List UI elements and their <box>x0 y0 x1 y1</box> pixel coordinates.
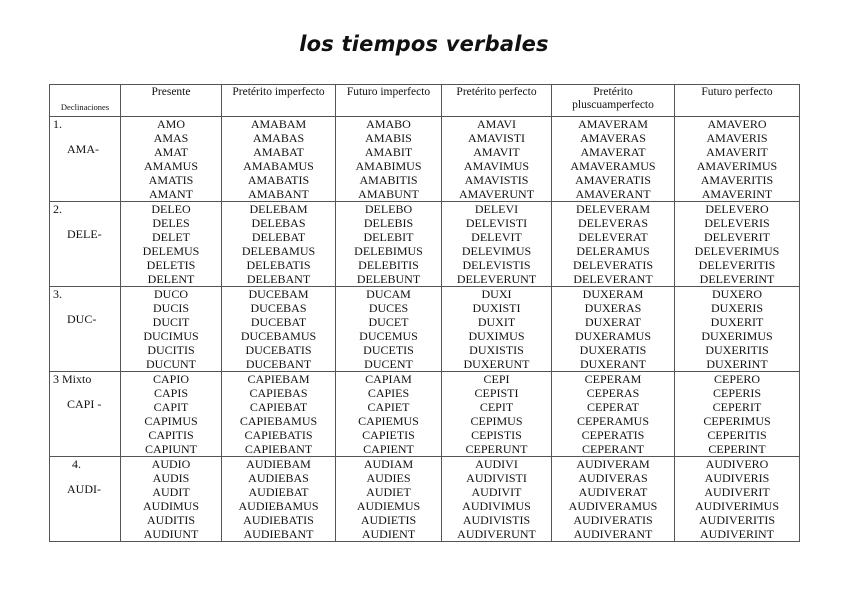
tense-cell <box>675 287 800 372</box>
verb-form: CEPIT <box>479 400 514 414</box>
verb-form: CEPERINT <box>708 442 766 456</box>
verb-form: AMAS <box>153 131 189 145</box>
verb-form: CAPIAM <box>365 372 412 386</box>
verb-form: AUDIEBAMUS <box>238 499 319 513</box>
verb-form: DELEVERIMUS <box>694 244 780 258</box>
tense-cell <box>121 202 222 287</box>
verb-form: AUDIVERINT <box>700 527 774 541</box>
verb-form: AMAVERIS <box>706 131 768 145</box>
conjugation-stem: DELE- <box>67 227 102 241</box>
conjugation-number: 2. <box>53 202 62 216</box>
conjugation-group-row <box>50 372 800 457</box>
conjugation-label <box>50 372 121 457</box>
verb-form: AUDIVERUNT <box>457 527 536 541</box>
verb-form: DUCEBAT <box>250 315 307 329</box>
verb-form: DUXERIS <box>710 301 763 315</box>
header-declinaciones: Declinaciones <box>50 85 121 117</box>
verb-form: CAPIMUS <box>144 414 198 428</box>
verb-form: AUDIVERAM <box>576 457 650 471</box>
verb-form: AUDIVISTI <box>466 471 527 485</box>
verb-form: AMABIS <box>365 131 412 145</box>
verb-form: AUDIS <box>152 471 190 485</box>
conjugation-number: 1. <box>53 117 62 131</box>
verb-form: DUCEBANT <box>245 357 312 371</box>
conjugation-number: 3 Mixto <box>53 372 92 386</box>
verb-form: AUDIVERIMUS <box>695 499 779 513</box>
verb-form: CEPI <box>483 372 510 386</box>
verb-form: DELEMUS <box>142 244 200 258</box>
verb-form: AUDIAM <box>363 457 414 471</box>
verb-form: CEPERAMUS <box>576 414 650 428</box>
verb-form: DUCET <box>368 315 409 329</box>
verb-form: AMAVISTIS <box>464 173 529 187</box>
verb-form: AMANT <box>149 187 193 201</box>
tense-cell <box>442 287 552 372</box>
verb-form: AUDIES <box>366 471 411 485</box>
conjugation-label <box>50 287 121 372</box>
verb-form: AUDIVIMUS <box>462 499 531 513</box>
verb-form: DELEVERAT <box>578 230 648 244</box>
verb-form: AUDIO <box>151 457 191 471</box>
conjugation-number: 4. <box>72 457 81 471</box>
verb-form: DUXISTIS <box>469 343 524 357</box>
verb-form: DELEVERO <box>705 202 769 216</box>
verb-form: DELEBITIS <box>358 258 419 272</box>
verb-form: DUXERATIS <box>579 343 647 357</box>
verb-form: DELEVERUNT <box>456 272 537 286</box>
verb-form: AMABITIS <box>359 173 418 187</box>
tense-cell <box>675 117 800 202</box>
verb-form: DELEBANT <box>246 272 311 286</box>
verb-form: AMABO <box>366 117 411 131</box>
verb-form: AMABIMUS <box>355 159 422 173</box>
verb-form: DELEVERAM <box>576 202 650 216</box>
tense-cell <box>336 457 442 542</box>
verb-form: AMABUNT <box>358 187 419 201</box>
verb-form: AMABAMUS <box>243 159 314 173</box>
verb-form: AUDIVERATIS <box>573 513 653 527</box>
verb-form: DUCES <box>368 301 409 315</box>
verb-form: DUXERANT <box>580 357 646 371</box>
verb-form: AUDIVERAT <box>578 485 648 499</box>
tense-cell <box>552 372 675 457</box>
verb-form: AUDITIS <box>147 513 195 527</box>
verb-form: DUCEBAMUS <box>240 329 317 343</box>
verb-form: DELET <box>152 230 190 244</box>
verb-form: CEPISTIS <box>471 428 522 442</box>
verb-form: CAPIEBAS <box>249 386 308 400</box>
verb-form: AMABANT <box>248 187 309 201</box>
verb-form: AMAVERIT <box>706 145 768 159</box>
verb-form: DUXERIT <box>710 315 764 329</box>
verb-form: AUDIVISTIS <box>462 513 531 527</box>
tense-cell <box>675 202 800 287</box>
verb-form: AMABATIS <box>247 173 310 187</box>
verb-form: DELEBAMUS <box>241 244 316 258</box>
verb-form: CEPERUNT <box>465 442 528 456</box>
table-body <box>50 117 800 542</box>
tense-cell <box>222 287 336 372</box>
verb-form: AMAVERINT <box>701 187 773 201</box>
tense-cell <box>675 457 800 542</box>
verb-form: DELETIS <box>146 258 196 272</box>
verb-form: CAPIETIS <box>362 428 415 442</box>
verb-form: CAPITIS <box>148 428 194 442</box>
tense-cell <box>552 457 675 542</box>
verb-form: DUXERO <box>712 287 762 301</box>
verb-form: CAPIS <box>153 386 188 400</box>
verb-form: AUDIEBATIS <box>243 513 314 527</box>
verb-form: DUCEBAS <box>250 301 307 315</box>
conjugation-label <box>50 457 121 542</box>
verb-form: DUXERAS <box>584 301 642 315</box>
verb-form: AUDIT <box>152 485 190 499</box>
verb-form: AMABAT <box>253 145 304 159</box>
verb-form: AUDIEBAT <box>248 485 309 499</box>
verb-form: AUDIUNT <box>143 527 199 541</box>
verb-form: CEPERANT <box>581 442 644 456</box>
verb-form: CAPIEMUS <box>358 414 419 428</box>
verb-form: DUCEMUS <box>359 329 418 343</box>
verb-form: DELEVERITIS <box>698 258 776 272</box>
conjugation-stem: AMA- <box>67 142 99 156</box>
verb-form: AUDIVERIT <box>704 485 770 499</box>
verb-form: CAPIO <box>152 372 189 386</box>
verb-form: CAPIEBAM <box>247 372 310 386</box>
tense-cell <box>442 457 552 542</box>
tense-cell <box>442 117 552 202</box>
verb-form: DELEVI <box>474 202 519 216</box>
verb-form: AMAVERITIS <box>700 173 774 187</box>
header-presente: Presente <box>121 85 222 117</box>
verb-form: CAPIEBAT <box>249 400 308 414</box>
verb-form: DELEVERINT <box>699 272 775 286</box>
tense-cell <box>222 117 336 202</box>
verb-form: DUXERAM <box>582 287 644 301</box>
verb-form: DELEBAM <box>249 202 308 216</box>
verb-form: CAPIUNT <box>144 442 197 456</box>
verb-form: AUDIMUS <box>142 499 199 513</box>
header-preterito-imperfecto: Pretérito imperfecto <box>222 85 336 117</box>
verb-form: DUXIT <box>477 315 516 329</box>
verb-form: DELEVISTI <box>465 216 528 230</box>
tense-cell <box>552 117 675 202</box>
verb-form: DELEBO <box>364 202 413 216</box>
verb-form: DUCENT <box>364 357 413 371</box>
verb-form: AMAVERO <box>707 117 767 131</box>
verb-form: CEPERIS <box>712 386 761 400</box>
verb-form: CEPERIMUS <box>703 414 771 428</box>
verb-form: AMABAM <box>250 117 307 131</box>
verb-form: AMO <box>156 117 185 131</box>
verb-form: CEPIMUS <box>470 414 523 428</box>
verb-form: DELEBIMUS <box>354 244 423 258</box>
verb-form: CEPERAM <box>584 372 642 386</box>
verb-form: AMAVERAS <box>580 131 646 145</box>
verb-form: CEPERIT <box>712 400 762 414</box>
verb-form: DUCEBAM <box>248 287 309 301</box>
tense-cell <box>121 117 222 202</box>
verb-tenses-table <box>49 84 800 542</box>
verb-form: AMAMUS <box>143 159 198 173</box>
verb-form: DUXERITIS <box>705 343 769 357</box>
verb-form: DELEBATIS <box>246 258 311 272</box>
verb-form: AUDIVIT <box>471 485 522 499</box>
verb-form: AMABIT <box>364 145 413 159</box>
conjugation-label <box>50 202 121 287</box>
conjugation-group-row <box>50 287 800 372</box>
verb-form: DELEVERIS <box>704 216 770 230</box>
tense-cell <box>336 202 442 287</box>
verb-form: AMAVERAM <box>578 117 648 131</box>
verb-form: AUDIETIS <box>360 513 417 527</box>
verb-form: AUDIEBAM <box>246 457 311 471</box>
verb-form: CEPERO <box>713 372 760 386</box>
verb-form: DELEBIS <box>363 216 414 230</box>
verb-form: DUXERAMUS <box>574 329 651 343</box>
verb-form: AMAVERATIS <box>575 173 651 187</box>
verb-form: AUDIVERAS <box>578 471 648 485</box>
conjugation-stem: DUC- <box>67 312 97 326</box>
verb-form: DUXI <box>481 287 512 301</box>
header-preterito-pluscuamperfecto: Pretérito pluscuamperfecto <box>552 85 675 117</box>
verb-form: CEPERATIS <box>581 428 645 442</box>
verb-form: DELEVIMUS <box>461 244 532 258</box>
tense-cell <box>442 372 552 457</box>
verb-form: AUDIVERO <box>705 457 769 471</box>
verb-form: DUCIS <box>152 301 189 315</box>
verb-form: DUCETIS <box>363 343 414 357</box>
verb-form: DELEVISTIS <box>462 258 531 272</box>
conjugation-stem: CAPI - <box>67 397 102 411</box>
verb-form: AUDIVERIS <box>704 471 770 485</box>
verb-form: DELEVERAS <box>578 216 648 230</box>
verb-form: CEPERAS <box>586 386 640 400</box>
verb-form: AMAVERIMUS <box>696 159 778 173</box>
verb-form: CAPIENT <box>363 442 414 456</box>
tense-cell <box>442 202 552 287</box>
verb-form: DELES <box>152 216 190 230</box>
verb-form: AMAVERUNT <box>458 187 535 201</box>
conjugation-group-row <box>50 117 800 202</box>
verb-form: DUXERINT <box>706 357 768 371</box>
verb-form: CEPERAT <box>586 400 639 414</box>
verb-form: DELEBAT <box>251 230 306 244</box>
conjugation-number: 3. <box>53 287 62 301</box>
header-futuro-imperfecto: Futuro imperfecto <box>336 85 442 117</box>
tense-cell <box>336 287 442 372</box>
verb-form: CEPERITIS <box>707 428 767 442</box>
verb-form: DELEBUNT <box>356 272 421 286</box>
header-preterito-perfecto: Pretérito perfecto <box>442 85 552 117</box>
verb-form: AMAVISTI <box>467 131 526 145</box>
verb-form: DUCIMUS <box>143 329 199 343</box>
verb-form: DELEBIT <box>363 230 414 244</box>
tense-cell <box>121 372 222 457</box>
verb-form: DELENT <box>147 272 195 286</box>
verb-form: AMATIS <box>148 173 194 187</box>
tense-cell <box>552 202 675 287</box>
verb-form: AMAVI <box>476 117 517 131</box>
verb-form: AMAVIT <box>473 145 520 159</box>
verb-form: CAPIEBAMUS <box>239 414 318 428</box>
header-futuro-perfecto: Futuro perfecto <box>675 85 800 117</box>
verb-form: AMAT <box>153 145 188 159</box>
conjugation-label <box>50 117 121 202</box>
tense-cell <box>222 372 336 457</box>
tense-cell <box>675 372 800 457</box>
conjugation-stem: AUDI- <box>67 482 101 496</box>
verb-form: CAPIES <box>367 386 410 400</box>
verb-form: AUDIVI <box>475 457 518 471</box>
verb-form: DELEVIT <box>471 230 522 244</box>
verb-form: DELEVERATIS <box>573 258 653 272</box>
verb-form: DUCAM <box>366 287 411 301</box>
verb-form: AMAVIMUS <box>463 159 530 173</box>
verb-form: DUXERIMUS <box>701 329 773 343</box>
page-title: los tiempos verbales <box>299 32 549 56</box>
tense-cell <box>222 457 336 542</box>
verb-form: DELERAMUS <box>576 244 650 258</box>
verb-form: DELEBAS <box>251 216 306 230</box>
verb-form: CAPIT <box>153 400 189 414</box>
tense-cell <box>121 457 222 542</box>
verb-form: DELEO <box>151 202 191 216</box>
verb-form: DELEVERANT <box>573 272 653 286</box>
verb-form: AUDIET <box>366 485 411 499</box>
verb-form: DUCUNT <box>146 357 196 371</box>
verb-form: DUXIMUS <box>468 329 525 343</box>
verb-form: DUXERAT <box>585 315 641 329</box>
verb-form: DUXERUNT <box>463 357 530 371</box>
verb-form: CAPIEBANT <box>244 442 313 456</box>
verb-form: AUDIVERAMUS <box>568 499 658 513</box>
tense-cell <box>222 202 336 287</box>
verb-form: AMAVERAT <box>580 145 646 159</box>
verb-form: AUDIEBANT <box>243 527 314 541</box>
verb-form: DUCEBATIS <box>245 343 312 357</box>
tense-cell <box>336 372 442 457</box>
verb-form: AUDIEBAS <box>248 471 309 485</box>
verb-form: CAPIET <box>367 400 410 414</box>
tense-cell <box>336 117 442 202</box>
verb-form: AUDIEMUS <box>356 499 421 513</box>
verb-form: AMAVERAMUS <box>570 159 656 173</box>
tense-cell <box>121 287 222 372</box>
verb-form: CEPISTI <box>474 386 519 400</box>
verb-form: DUCITIS <box>147 343 195 357</box>
verb-form: AUDIENT <box>361 527 416 541</box>
header-row <box>50 85 800 117</box>
verb-form: AUDIVERITIS <box>699 513 775 527</box>
verb-form: DUXISTI <box>472 301 521 315</box>
verb-form: DUCIT <box>152 315 190 329</box>
verb-form: AUDIVERANT <box>573 527 653 541</box>
conjugation-group-row <box>50 457 800 542</box>
verb-form: CAPIEBATIS <box>244 428 313 442</box>
verb-form: AMABAS <box>252 131 305 145</box>
conjugation-group-row <box>50 202 800 287</box>
verb-form: AMAVERANT <box>575 187 651 201</box>
verb-form: DELEVERIT <box>704 230 770 244</box>
verb-form: DUCO <box>153 287 188 301</box>
tense-cell <box>552 287 675 372</box>
